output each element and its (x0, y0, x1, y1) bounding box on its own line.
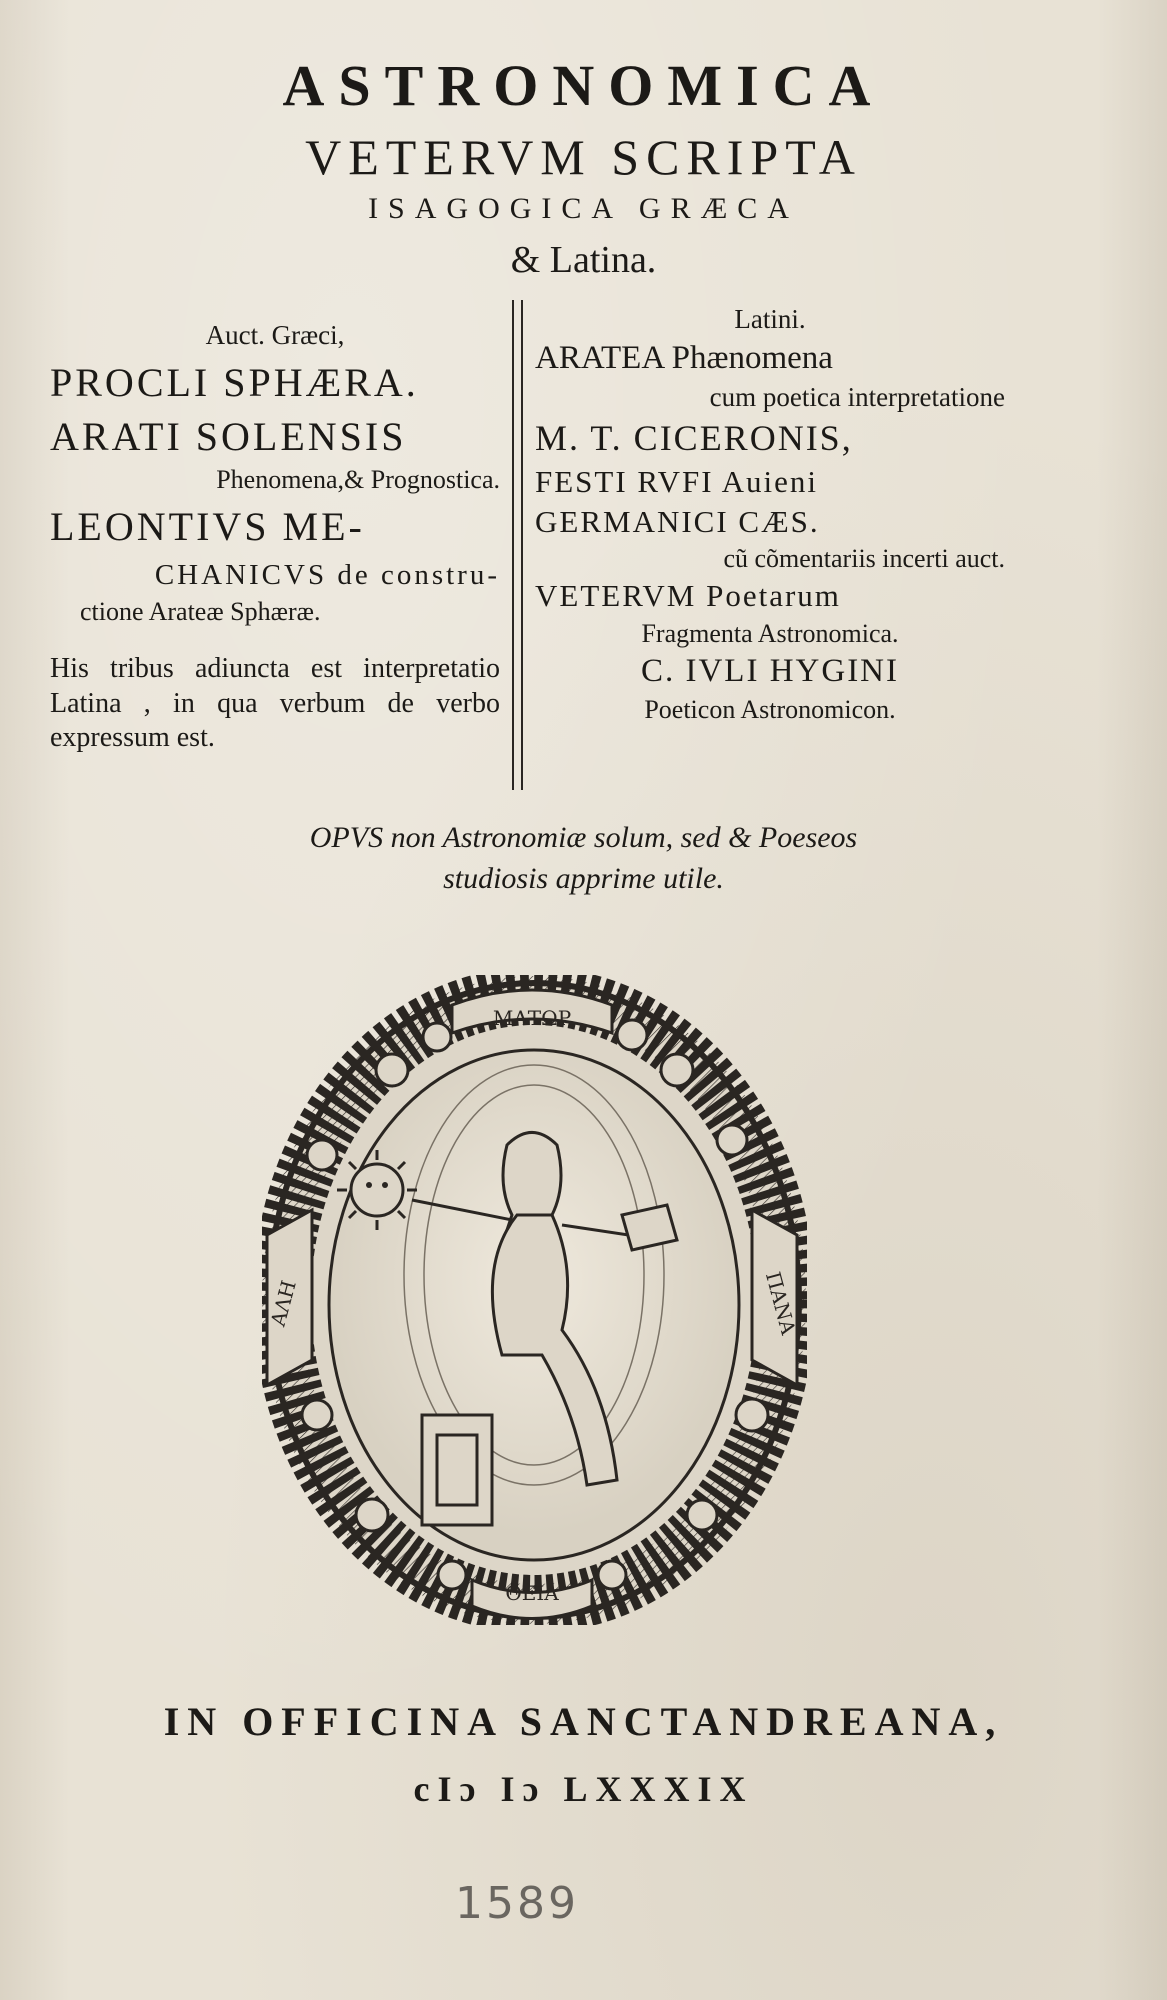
latin-item-5: GERMANICI CÆS. (535, 504, 820, 540)
greek-item-1: PROCLI SPHÆRA. (50, 360, 419, 406)
greek-item-5: CHANICVS de constru- (154, 558, 500, 591)
title-line-2: VETERVM SCRIPTA (305, 129, 862, 185)
greek-item-2: ARATI SOLENSIS (50, 414, 407, 460)
latin-item-8: Fragmenta Astronomica. (641, 618, 899, 648)
banner-left: ΑΛΗ (265, 1277, 301, 1329)
latin-item-2: cum poetica interpretatione (709, 381, 1005, 412)
printers-device-woodcut-icon (262, 975, 807, 1625)
handwritten-year: 1589 (455, 1878, 579, 1929)
greek-heading: Auct. Græci, (205, 320, 345, 350)
greek-item-3: Phenomena,& Prognostica. (216, 465, 500, 495)
latin-item-9: C. IVLI HYGINI (640, 653, 900, 690)
latin-authors-column (535, 302, 1005, 727)
emblem-svg (262, 975, 807, 1625)
latin-item-3: M. T. CICERONIS, (535, 418, 853, 459)
opus-line-2: studiosis apprime utile. (443, 861, 724, 895)
imprint-line-1: IN OFFICINA SANCTANDREANA, (163, 1699, 1004, 1744)
latin-item-4: FESTI RVFI Auieni (535, 463, 818, 499)
column-divider-rule (512, 300, 514, 790)
greek-item-6: ctione Arateæ Sphæræ. (80, 596, 321, 626)
latin-heading: Latini. (734, 304, 806, 334)
title-line-4: & Latina. (510, 239, 657, 281)
banner-top: ΜΑΤΩΡ (492, 1006, 572, 1030)
banner-bottom: ΘΕΙΑ (505, 1581, 559, 1605)
column-divider-rule-2 (521, 300, 523, 790)
title-line-3: ISAGOGICA GRÆCA (368, 192, 799, 225)
latin-item-10: Poeticon Astronomicon. (644, 695, 896, 725)
greek-note: His tribus adiuncta est interpretatio Latina , in qua verbum de verbo expressum est. (50, 653, 500, 753)
latin-item-7: VETERVM Poetarum (535, 578, 841, 614)
latin-item-1: ARATEA Phænomena (535, 340, 833, 377)
opus-statement (0, 818, 1167, 899)
greek-authors-column (50, 318, 500, 755)
opus-line-1: OPVS non Astronomiæ solum, sed & Poeseos (309, 821, 858, 854)
latin-item-6: cũ cõmentariis incerti auct. (723, 544, 1005, 574)
banner-right: ΠΑΝΑ (760, 1269, 801, 1338)
imprint-line-2: cIɔ Iɔ LXXXIX (413, 1769, 754, 1809)
greek-item-4: LEONTIVS ME- (50, 503, 365, 549)
title-line-1: ASTRONOMICA (282, 53, 885, 118)
